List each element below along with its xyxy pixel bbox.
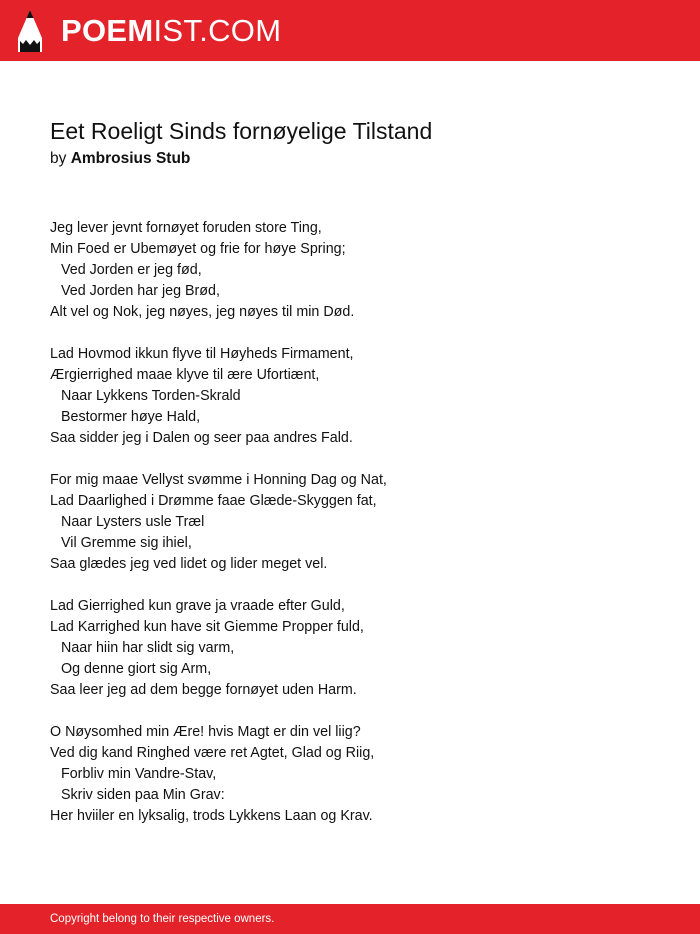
byline-label: by [50,150,67,167]
poem-title: Eet Roeligt Sinds fornøyelige Tilstand [50,118,433,144]
poem-line: Naar Lysters usle Træl [61,514,205,530]
poem-line: Lad Karrighed kun have sit Giemme Propper fuld, [50,619,364,635]
poem-line: Alt vel og Nok, jeg nøyes, jeg nøyes til min Død. [50,304,355,320]
poem-line: Min Foed er Ubemøyet og frie for høye Spring; [50,241,346,257]
poem-line: Vil Gremme sig ihiel, [61,535,192,551]
stanza-4 [50,596,650,701]
stanza-2 [50,344,650,449]
poem-author: Ambrosius Stub [70,150,191,167]
poem-line: Bestormer høye Hald, [61,409,201,425]
poem-byline [50,148,190,170]
logo-text-light: IST.COM [153,13,282,48]
logo-text-bold: POEM [61,13,154,48]
poem-line: For mig maae Vellyst svømme i Honning Dag og Nat, [50,472,387,488]
poem-line: Jeg lever jevnt fornøyet foruden store Ting, [50,220,322,236]
poem-line: Ærgierrighed maae klyve til ære Ufortiænt, [50,367,320,383]
poem-line: Lad Gierrighed kun grave ja vraade efter Guld, [50,598,345,614]
site-header [0,0,700,61]
poem-line: Naar hiin har slidt sig varm, [61,640,235,656]
pencil-logo-icon [18,10,42,52]
poem-line: Ved dig kand Ringhed være ret Agtet, Glad og Riig, [50,745,375,761]
poem-body [50,218,650,848]
poem-line: Forbliv min Vandre-Stav, [61,766,217,782]
poem-line: Saa sidder jeg i Dalen og seer paa andres Fald. [50,430,353,446]
copyright-text: Copyright belong to their respective owners. [50,913,275,925]
stanza-3 [50,470,650,575]
poem-line: Ved Jorden er jeg fød, [61,262,202,278]
poem-line: Naar Lykkens Torden-Skrald [61,388,241,404]
site-footer [0,904,700,934]
poem-line: Skriv siden paa Min Grav: [61,787,225,803]
poem-line: Ved Jorden har jeg Brød, [61,283,220,299]
poem-line: Saa glædes jeg ved lidet og lider meget vel. [50,556,328,572]
site-logo-text [61,10,281,52]
stanza-1 [50,218,650,323]
stanza-5 [50,722,650,827]
poem-line: O Nøysomhed min Ære! hvis Magt er din vel liig? [50,724,361,740]
site-logo[interactable] [18,10,281,52]
poem-line: Her hviiler en lyksalig, trods Lykkens Laan og Krav. [50,808,373,824]
poem-line: Saa leer jeg ad dem begge fornøyet uden Harm. [50,682,357,698]
poem-line: Lad Hovmod ikkun flyve til Høyheds Firmament, [50,346,354,362]
poem-line: Lad Daarlighed i Drømme faae Glæde-Skyggen fat, [50,493,377,509]
poem-line: Og denne giort sig Arm, [61,661,212,677]
